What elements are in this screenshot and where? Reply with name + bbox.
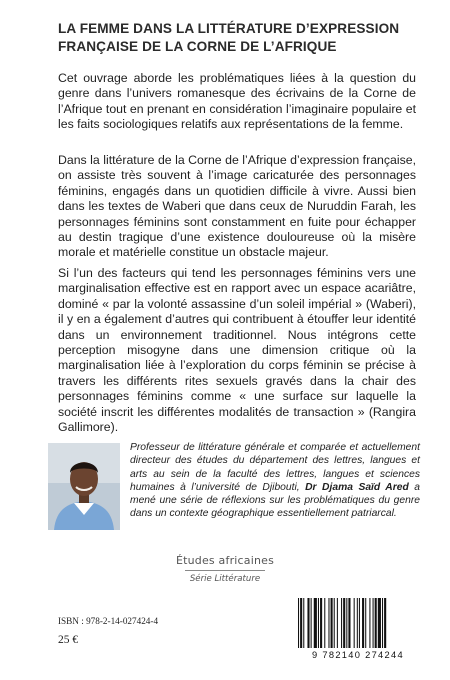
book-title: LA FEMME DANS LA LITTÉRATURE D’EXPRESSION FRANÇAISE DE LA CORNE DE L’AFRIQUE	[58, 21, 400, 54]
isbn: ISBN : 978-2-14-027424-4	[58, 616, 159, 626]
barcode	[292, 598, 424, 658]
author-photo-icon	[48, 443, 120, 530]
barcode-digits: 9 782140 274244	[312, 650, 404, 660]
barcode-icon	[292, 598, 424, 650]
author-name: Dr Djama Saïd Ared	[305, 481, 409, 493]
author-photo	[48, 443, 120, 530]
collection-name: Études africaines	[175, 554, 275, 567]
paragraph-intro: Cet ouvrage aborde les problématiques liées à la question du genre dans l’univers romanesque des écrivains de la Corne de l’Afrique tout en prenant en considération l’imaginaire populaire et les faits sociologiques relatifs aux représentations de la femme.	[58, 71, 416, 132]
collection-series: Série Littérature	[189, 574, 261, 584]
author-bio-text: Professeur de littérature générale et comparée et actuellement directeur des études du département des lettres, langues et arts au sein de la faculté des lettres, langues et sciences humaines à l’université de Djibouti,	[130, 442, 420, 493]
author-bio	[130, 441, 420, 521]
author-bio-text-end: a mené une série de réflexions sur les problématiques du genre dans un contexte géographique essentiellement patriarcal.	[130, 481, 420, 520]
paragraph-literature: Dans la littérature de la Corne de l’Afrique d’expression française, on assiste très souvent à l’image caricaturée des personnages féminins, engagés dans un quotidien difficile à vivre. Aussi bien dans les textes de Waberi que dans ceux de Nuruddin Farah, les personnages féminins sont constamment en fuite pour échapper au destin tragique d’une existence douloureuse où la misère morale et matérielle constitue un obstacle majeur.	[58, 153, 416, 260]
paragraph-marginalisation: Si l’un des facteurs qui tend les personnages féminins vers une marginalisation effective est en rapport avec un espace acariâtre, dominé « par la volonté assassine d’un soleil impérial » (Waberi), il y en a également d’autres qui contribuent à étouffer leur identité dans un environnement traditionnel. Nous intégrons cette perception misogyne dans une dimension critique où la marginalisation liée à l’exploration du corps féminin se précise à travers les différents rites sexuels gravés dans la chair des personnages féminins comme « une surface sur laquelle la société inscrit les différentes modalités de transaction » (Rangira Gallimore).	[58, 266, 416, 435]
collection-divider	[185, 570, 265, 571]
collection-logo	[140, 554, 310, 584]
price: 25 €	[58, 634, 79, 646]
